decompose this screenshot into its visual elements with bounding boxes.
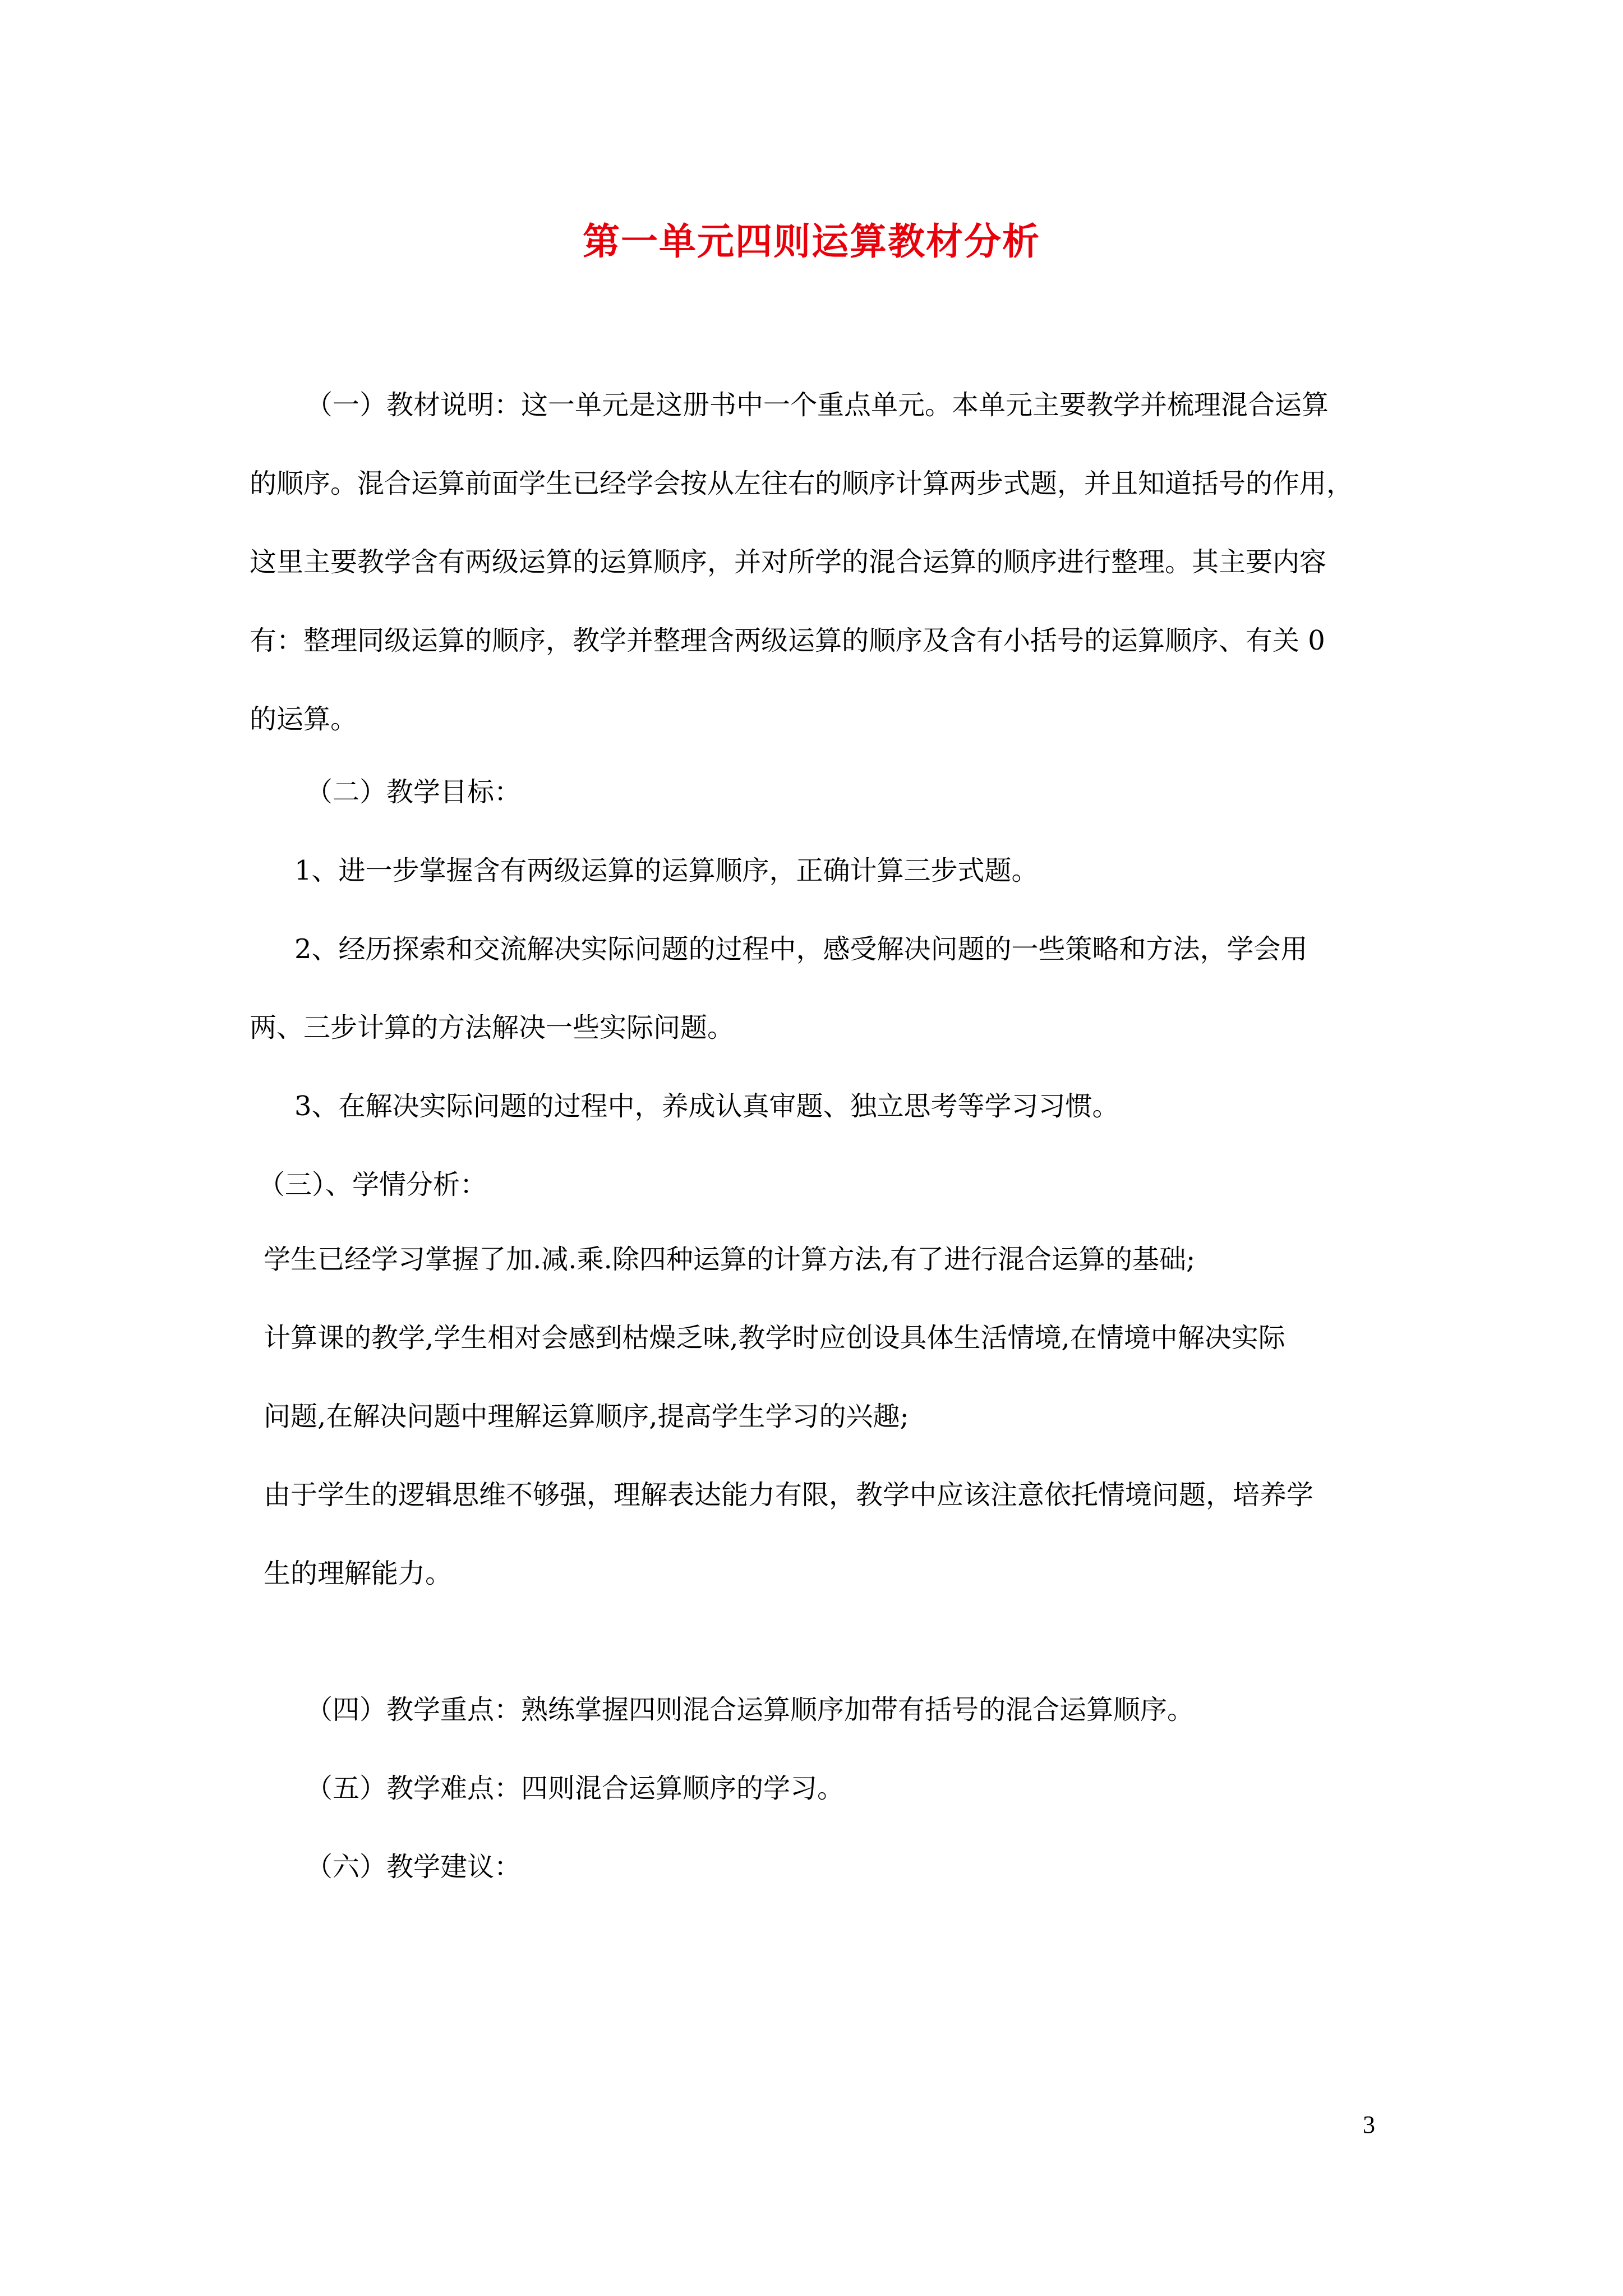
goal-item-2-continued: 两、三步计算的方法解决一些实际问题。 [250,1012,735,1043]
goal-item-1: 1、进一步掌握含有两级运算的运算顺序，正确计算三步式题。 [294,855,1039,886]
section-1-text [250,366,1353,758]
section-3-text [264,1220,1313,1613]
section-1-line-2: 的顺序。混合运算前面学生已经学会按从左往右的顺序计算两步式题，并且知道括号的作用， [250,468,1354,499]
section-1-line-5: 的运算。 [250,703,358,735]
section-3-line-2: 计算课的教学,学生相对会感到枯燥乏味,教学时应创设具体生活情境,在情境中解决实际 [264,1322,1285,1354]
section-4-key-points: （四）教学重点：熟练掌握四则混合运算顺序加带有括号的混合运算顺序。 [306,1694,1195,1726]
page-number: 3 [1363,2111,1375,2138]
section-1-line-4: 有：整理同级运算的顺序，教学并整理含两级运算的顺序及含有小括号的运算顺序、有关 0 [250,625,1325,656]
section-5-difficulties: （五）教学难点：四则混合运算顺序的学习。 [306,1773,845,1804]
section-2-heading: （二）教学目标： [306,776,522,808]
section-3-heading: （三）、学情分析： [258,1169,487,1200]
section-3-line-3: 问题,在解决问题中理解运算顺序,提高学生学习的兴趣; [264,1401,909,1432]
section-6-suggestions: （六）教学建议： [306,1851,522,1883]
section-3-line-5: 生的理解能力。 [264,1558,453,1589]
section-3-line-1: 学生已经学习掌握了加.减.乘.除四种运算的计算方法,有了进行混合运算的基础; [264,1244,1196,1275]
section-1-line-3: 这里主要教学含有两级运算的运算顺序，并对所学的混合运算的顺序进行整理。其主要内容 [250,546,1327,578]
document-title: 第一单元四则运算教材分析 [583,219,1040,263]
section-3-line-4: 由于学生的逻辑思维不够强，理解表达能力有限，教学中应该注意依托情境问题，培养学 [264,1479,1314,1511]
goal-item-3: 3、在解决实际问题的过程中，养成认真审题、独立思考等学习习惯。 [294,1091,1119,1122]
section-1-line-1: （一）教材说明：这一单元是这册书中一个重点单元。本单元主要教学并梳理混合运算 [306,389,1329,421]
goal-item-2: 2、经历探索和交流解决实际问题的过程中，感受解决问题的一些策略和方法，学会用 [294,933,1308,965]
